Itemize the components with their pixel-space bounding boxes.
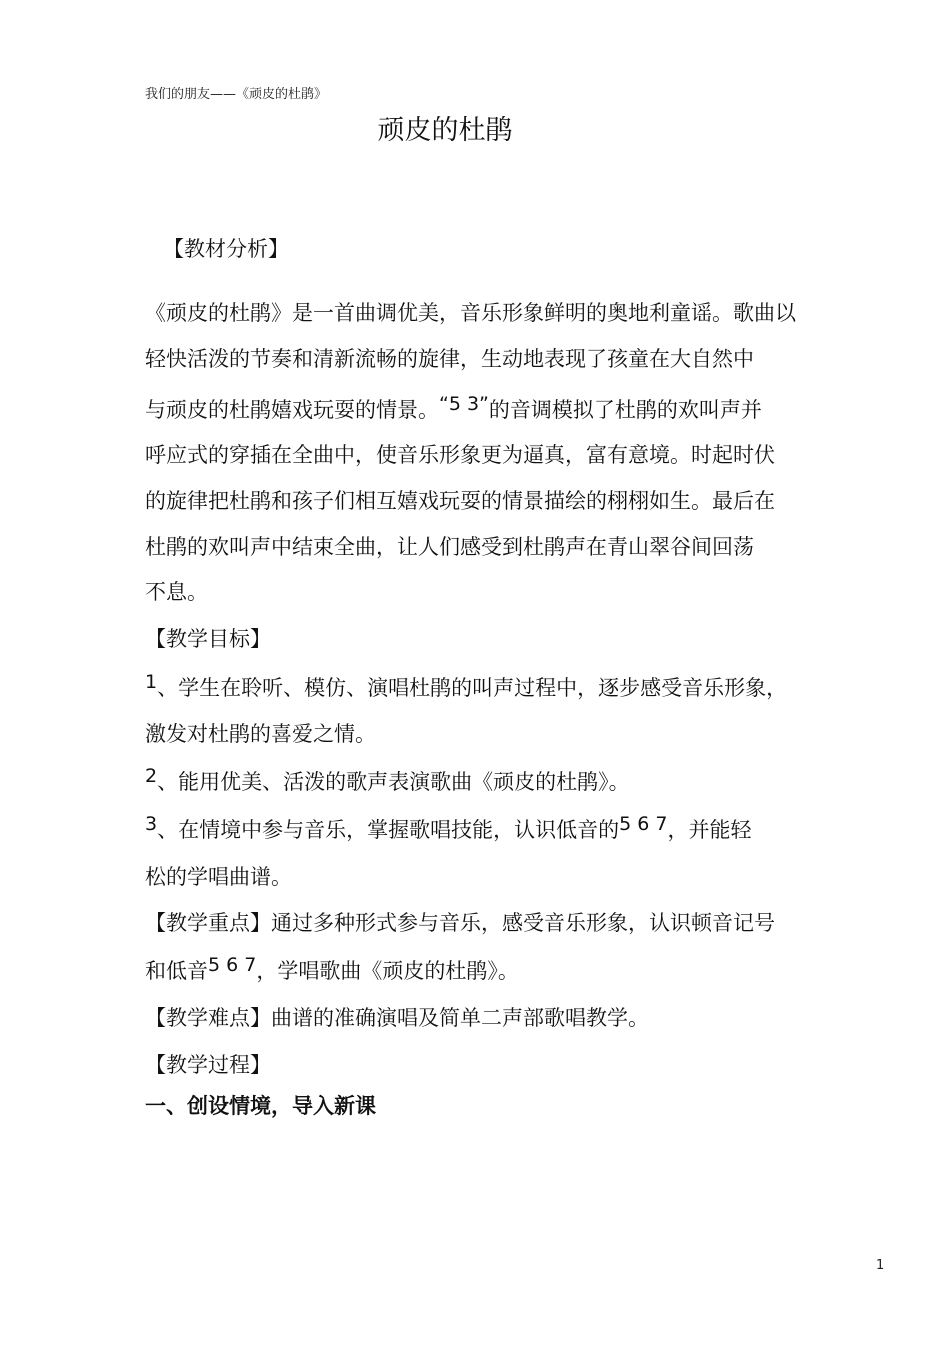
difficulty [145, 1003, 649, 1033]
section-heading-process: 【教学过程】 [145, 1053, 271, 1077]
running-header: 我们的朋友——《顽皮的杜鹃》 [145, 87, 328, 102]
goal-2-number: 2 [145, 765, 158, 787]
key-points-continued [145, 956, 519, 987]
analysis-line-2: 轻快活泼的节奏和清新流畅的旋律，生动地表现了孩童在大自然中 [145, 347, 754, 371]
goal-1-text: 、学生在聆听、模仿、演唱杜鹃的叫声过程中，逐步感受音乐形象， [157, 676, 788, 700]
step-1-heading: 一、创设情境，导入新课 [145, 1094, 376, 1118]
page-number: 1 [876, 1258, 885, 1273]
key-points-text: 通过多种形式参与音乐，感受音乐形象，认识顿音记号 [271, 911, 775, 935]
analysis-line-5: 的旋律把杜鹃和孩子们相互嬉戏玩耍的情景描绘的栩栩如生。最后在 [145, 489, 775, 513]
analysis-line-4: 呼应式的穿插在全曲中，使音乐形象更为逼真，富有意境。时起时伏 [145, 443, 775, 467]
analysis-line-3 [145, 395, 762, 426]
page-title: 顽皮的杜鹃 [377, 115, 513, 146]
goal-2-text: 、能用优美、活泼的歌声表演歌曲《顽皮的杜鹃》。 [157, 770, 630, 794]
key-points-cont-a: 和低音 [145, 959, 208, 983]
key-points-notes: 5 6 7 [208, 954, 257, 976]
goal-3-notes: 5 6 7 [619, 813, 668, 835]
section-heading-difficulty: 【教学难点】 [145, 1006, 271, 1030]
analysis-line-1: 《顽皮的杜鹃》是一首曲调优美，音乐形象鲜明的奥地利童谣。歌曲以 [145, 301, 796, 325]
section-heading-key-points: 【教学重点】 [145, 911, 271, 935]
section-heading-analysis: 【教材分析】 [163, 237, 289, 261]
difficulty-text: 曲谱的准确演唱及简单二声部歌唱教学。 [271, 1006, 649, 1030]
goal-3 [145, 815, 751, 846]
goal-3-text-a: 、在情境中参与音乐，掌握歌唱技能，认识低音的 [157, 818, 620, 842]
goal-1 [145, 673, 787, 704]
goal-2 [145, 767, 630, 798]
section-heading-goals: 【教学目标】 [145, 627, 271, 651]
goal-1-continued: 激发对杜鹃的喜爱之情。 [145, 722, 376, 746]
analysis-line-3-text-b: 的音调模拟了杜鹃的欢叫声并 [488, 398, 762, 422]
notes-5-3: “5 3” [439, 393, 489, 415]
goal-3-number: 3 [145, 813, 158, 835]
analysis-line-7: 不息。 [145, 580, 208, 604]
key-points [145, 908, 775, 938]
analysis-line-6: 杜鹃的欢叫声中结束全曲，让人们感受到杜鹃声在青山翠谷间回荡 [145, 535, 754, 559]
goal-3-continued: 松的学唱曲谱。 [145, 865, 292, 889]
goal-1-number: 1 [145, 671, 158, 693]
analysis-line-3-text-a: 与顽皮的杜鹃嬉戏玩耍的情景。 [145, 398, 439, 422]
goal-3-text-b: ，并能轻 [667, 818, 752, 842]
key-points-cont-b: ，学唱歌曲《顽皮的杜鹃》。 [256, 959, 519, 983]
